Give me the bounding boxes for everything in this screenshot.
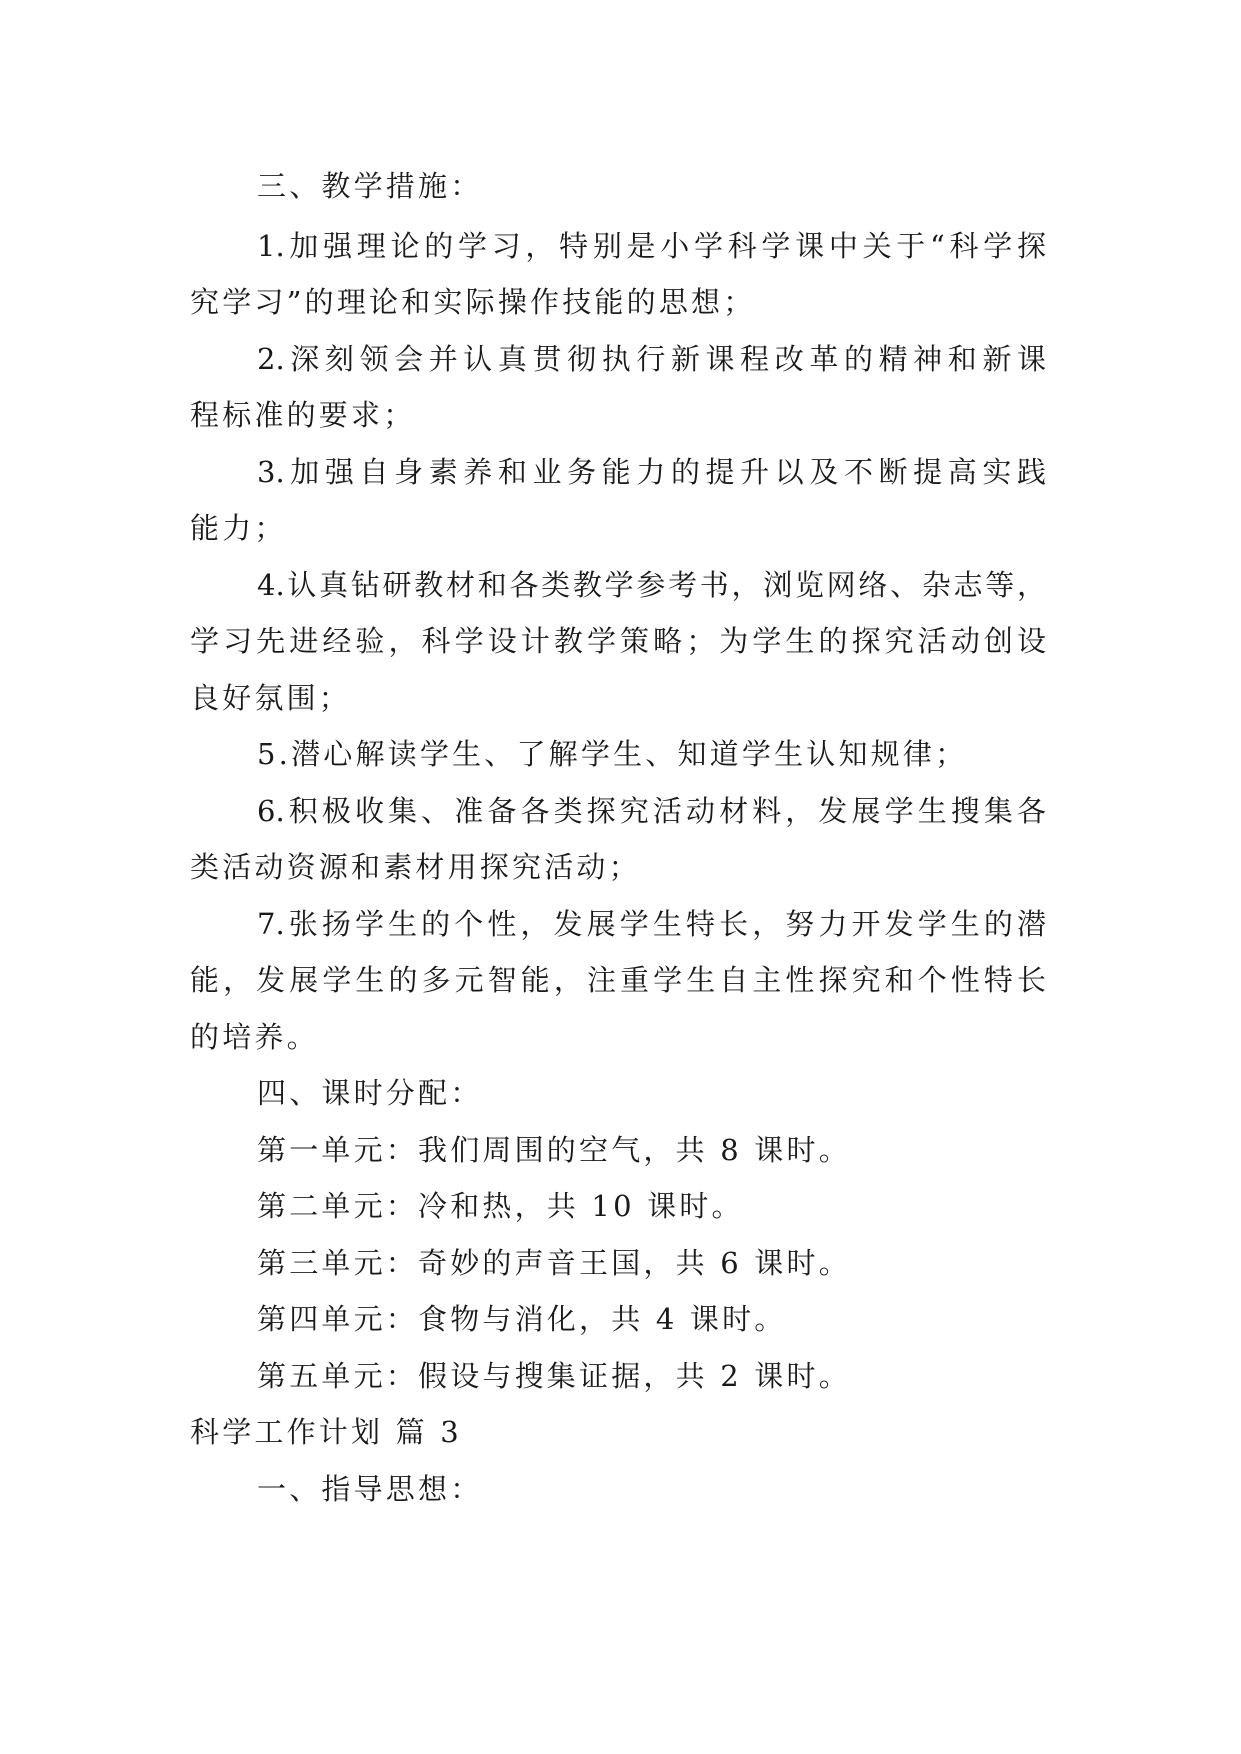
document-subtitle: 科学工作计划 篇 3 (190, 1415, 462, 1449)
paragraph-line: 2.深刻领会并认真贯彻执行新课程改革的精神和新课 (257, 342, 1046, 376)
paragraph-line: 类活动资源和素材用探究活动； (190, 850, 641, 884)
paragraph-line: 5.潜心解读学生、了解学生、知道学生认知规律； (257, 737, 968, 771)
unit-line: 第四单元：食物与消化，共 4 课时。 (257, 1302, 787, 1336)
paragraph-line: 3.加强自身素养和业务能力的提升以及不断提高实践 (257, 455, 1046, 489)
paragraph-line: 学习先进经验，科学设计教学策略；为学生的探究活动创设 (190, 624, 1046, 658)
paragraph-line: 究学习”的理论和实际操作技能的思想； (190, 285, 756, 319)
paragraph-line: 6.积极收集、准备各类探究活动材料，发展学生搜集各 (257, 794, 1046, 828)
unit-line: 第二单元：冷和热，共 10 课时。 (257, 1189, 744, 1223)
unit-line: 第一单元：我们周围的空气，共 8 课时。 (257, 1133, 851, 1167)
paragraph-line: 程标准的要求； (190, 398, 416, 432)
section-heading-teaching-measures: 三、教学措施： (257, 169, 483, 203)
section-heading-guiding-thought: 一、指导思想： (257, 1472, 483, 1506)
unit-line: 第三单元：奇妙的声音王国，共 6 课时。 (257, 1246, 851, 1280)
section-heading-class-hours: 四、课时分配： (257, 1076, 483, 1110)
paragraph-line: 1.加强理论的学习，特别是小学科学课中关于“科学探 (257, 229, 1046, 263)
unit-line: 第五单元：假设与搜集证据，共 2 课时。 (257, 1359, 851, 1393)
paragraph-line: 4.认真钻研教材和各类教学参考书，浏览网络、杂志等， (257, 568, 1046, 602)
paragraph-line: 能力； (190, 511, 287, 545)
paragraph-line: 良好氛围； (190, 681, 352, 715)
paragraph-line: 的培养。 (190, 1020, 319, 1054)
paragraph-line: 能，发展学生的多元智能，注重学生自主性探究和个性特长 (190, 963, 1046, 997)
paragraph-line: 7.张扬学生的个性，发展学生特长，努力开发学生的潜 (257, 907, 1046, 941)
